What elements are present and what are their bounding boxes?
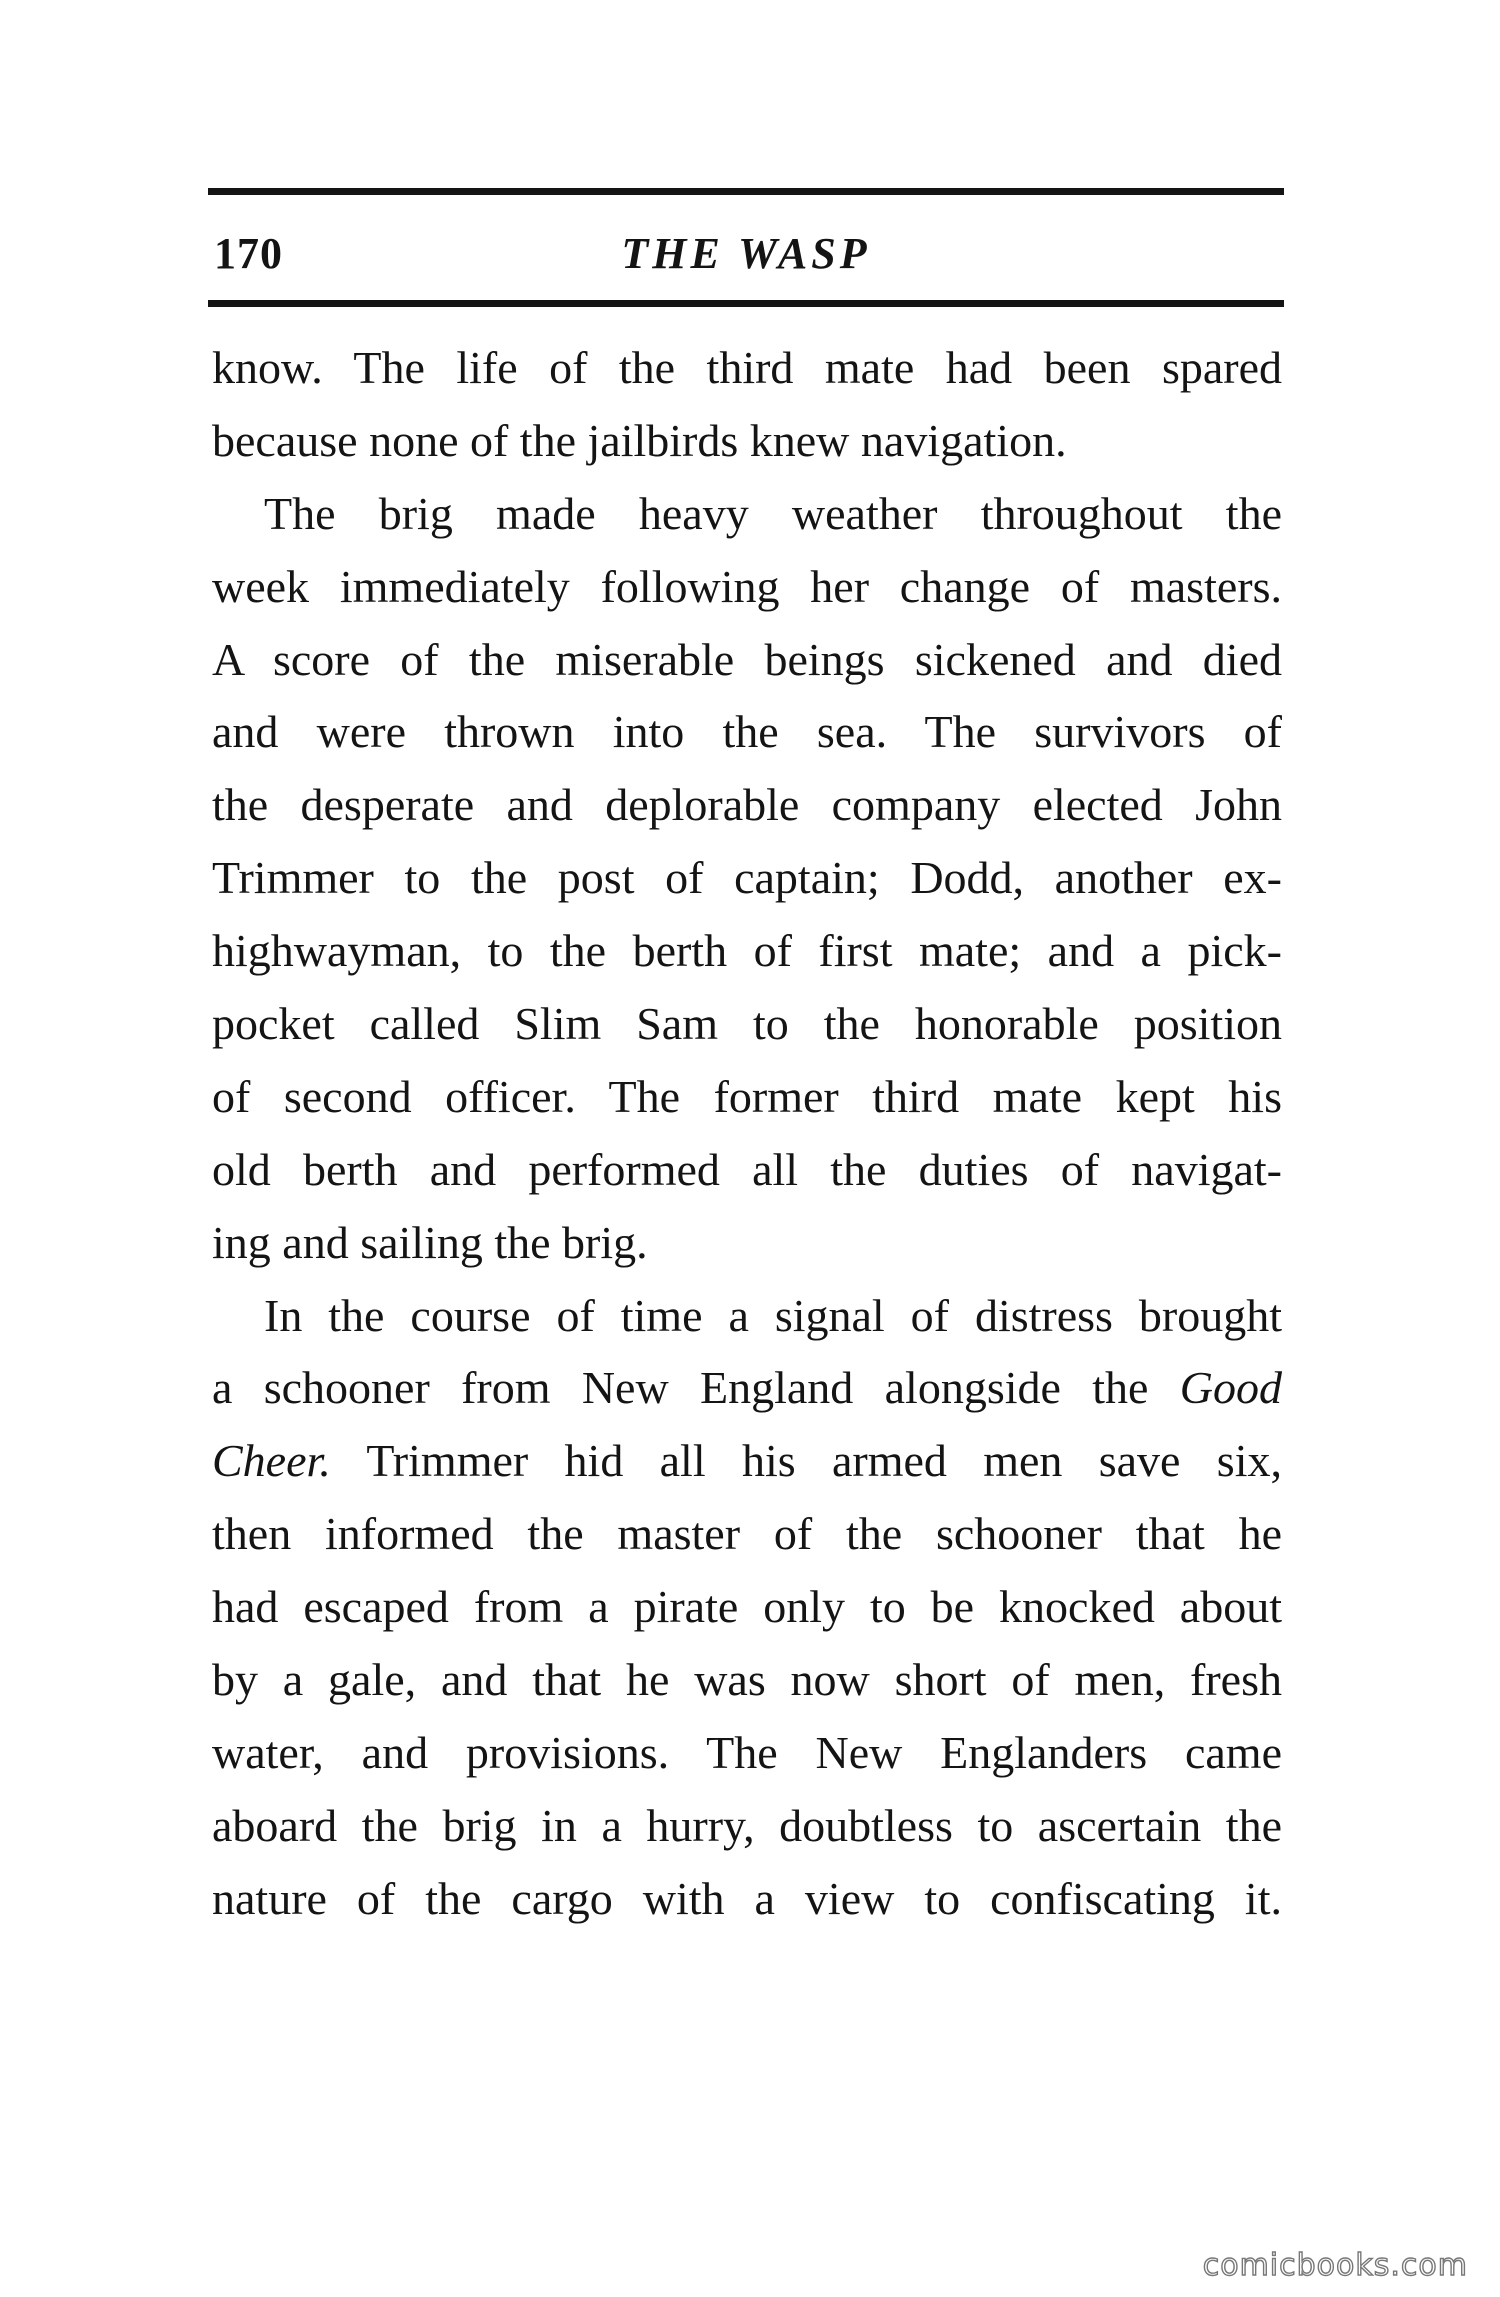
text-line: The brig made heavy weather throughout the xyxy=(264,487,1282,539)
ship-name-italic: Good xyxy=(1179,1362,1282,1414)
text-line: and were thrown into the sea. The survivors of xyxy=(212,706,1282,758)
text-line: nature of the cargo with a view to confiscating it. xyxy=(212,1872,1282,1924)
text-segment: Trimmer hid all his armed men save six, xyxy=(366,1435,1282,1487)
text-segment: a schooner from New England alongside the xyxy=(212,1362,1149,1414)
text-line xyxy=(212,1352,1282,1425)
text-line: aboard the brig in a hurry, doubtless to ascertain the xyxy=(212,1799,1282,1851)
text-line: water, and provisions. The New Englanders came xyxy=(212,1726,1282,1778)
text-line: of second officer. The former third mate kept his xyxy=(212,1070,1282,1122)
text-line: then informed the master of the schooner that he xyxy=(212,1508,1282,1560)
text-line: pocket called Slim Sam to the honorable position xyxy=(212,998,1282,1050)
page-number: 170 xyxy=(214,229,283,278)
text-line: had escaped from a pirate only to be knocked about xyxy=(212,1581,1282,1633)
text-line: the desperate and deplorable company elected John xyxy=(212,779,1282,831)
text-line xyxy=(212,1425,1282,1498)
text-line: In the course of time a signal of distress brought xyxy=(264,1289,1282,1341)
text-line: week immediately following her change of masters. xyxy=(212,560,1282,612)
body-text xyxy=(212,332,1282,1936)
text-line: know. The life of the third mate had been spared xyxy=(212,342,1282,393)
text-line: ing and sailing the brig. xyxy=(212,1216,648,1268)
text-line: Trimmer to the post of captain; Dodd, another ex- xyxy=(212,852,1282,904)
text-line: highwayman, to the berth of first mate; and a pick- xyxy=(212,925,1282,977)
page-header xyxy=(208,222,1284,282)
text-line: A score of the miserable beings sickened and died xyxy=(212,633,1282,685)
ship-name-italic: Cheer. xyxy=(212,1435,331,1487)
running-title: THE WASP xyxy=(621,229,871,278)
text-line: by a gale, and that he was now short of men, fresh xyxy=(212,1654,1282,1706)
watermark: comicbooks.com xyxy=(1202,2248,1468,2283)
header-rule-top xyxy=(208,188,1284,195)
header-rule-bottom xyxy=(208,300,1284,307)
text-line: old berth and performed all the duties of navigat- xyxy=(212,1143,1282,1195)
text-line: because none of the jailbirds knew navigation. xyxy=(212,414,1067,466)
